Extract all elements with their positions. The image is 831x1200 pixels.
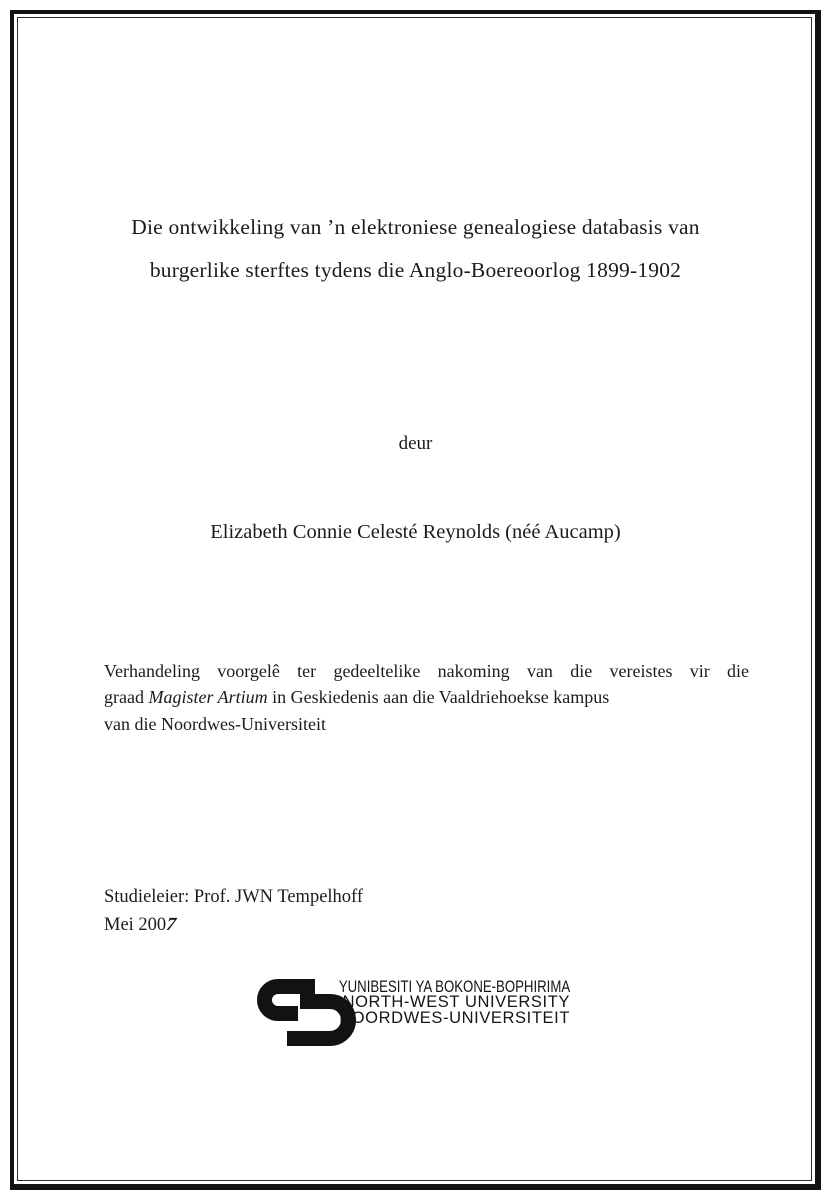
logo-text-english: NORTH-WEST UNIVERSITY — [342, 993, 570, 1012]
byline-deur: deur — [398, 433, 433, 454]
submission-statement — [104, 658, 749, 737]
submission-line-2-suffix: in Geskiedenis aan die Vaaldriehoekse kampus — [267, 687, 610, 708]
nwu-logo-wordmark — [281, 980, 570, 1026]
supervisor-and-date — [104, 884, 363, 939]
title-line-1: Die ontwikkeling van ’n elektroniese genealogiese databasis van — [131, 215, 700, 239]
author-name: Elizabeth Connie Celesté Reynolds (néé Aucamp) — [210, 521, 621, 543]
logo-text-afrikaans: NOORDWES-UNIVERSITEIT — [339, 1008, 570, 1027]
thesis-title — [60, 206, 771, 292]
date-prefix: Mei 200 — [104, 914, 167, 935]
date-last-digit: 7 — [163, 914, 179, 935]
submission-line-3: van die Noordwes-Universiteit — [104, 713, 326, 734]
logo-text-setswana: YUNIBESITI YA BOKONE-BOPHIRIMA — [338, 978, 570, 996]
submission-line-2 — [104, 684, 749, 710]
degree-name-italic: Magister Artium — [148, 687, 268, 708]
submission-line-1: Verhandeling voorgelê ter gedeeltelike nakoming van die vereistes vir die — [104, 661, 749, 681]
title-line-2: burgerlike sterftes tydens die Anglo-Boereoorlog 1899-1902 — [149, 258, 682, 282]
date-line — [104, 912, 363, 940]
submission-line-2-prefix: graad — [104, 687, 149, 708]
supervisor-line: Studieleier: Prof. JWN Tempelhoff — [104, 887, 364, 907]
